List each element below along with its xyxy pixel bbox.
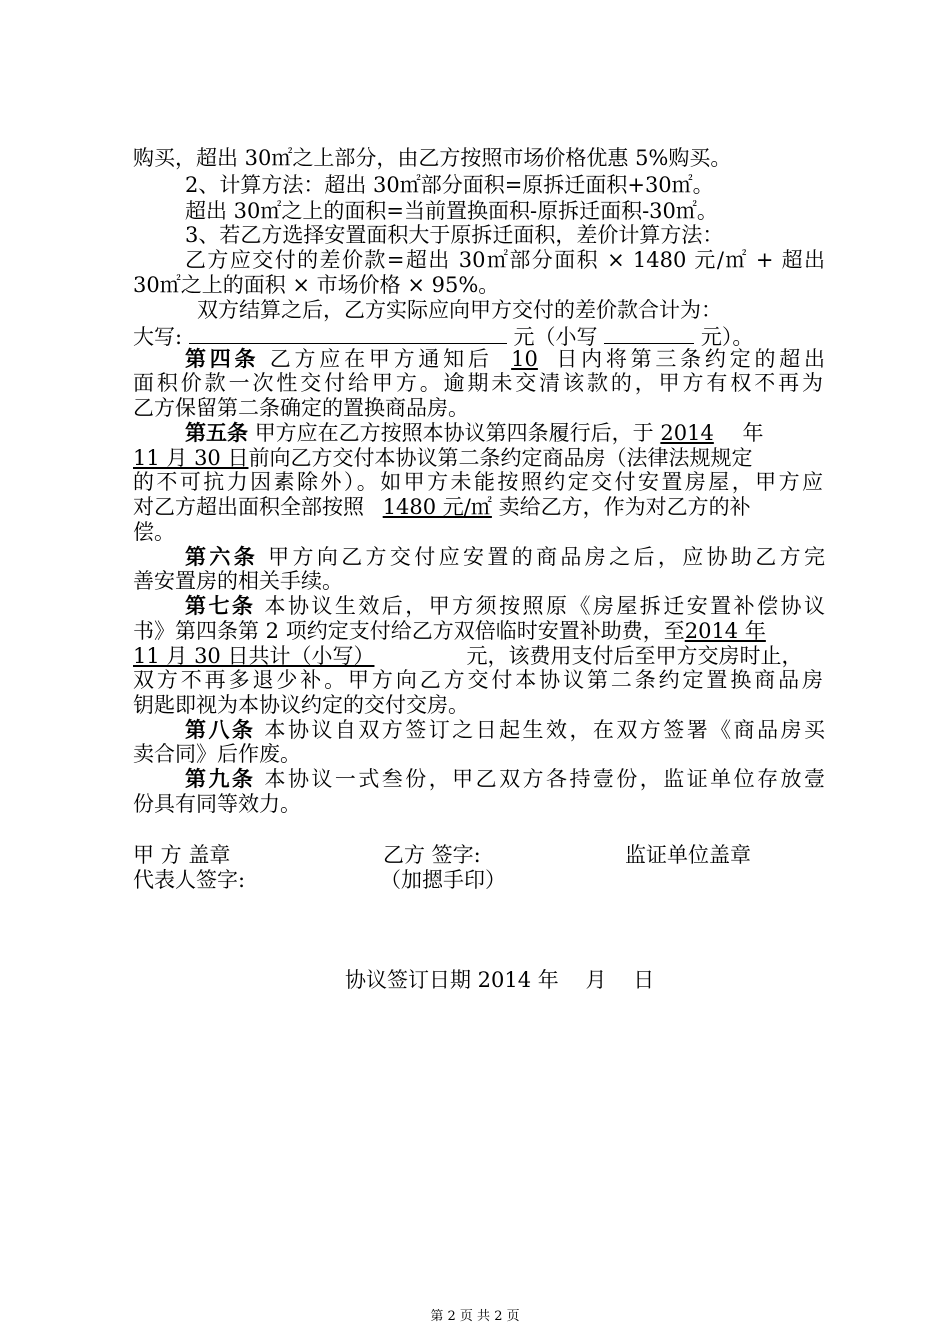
text-line: 乙方保留第二条确定的置换商品房。 (133, 396, 469, 420)
fingerprint-label: （加摁手印） (380, 868, 506, 892)
label-daxie: 大写: (133, 325, 183, 349)
text-span: 本协议生效后，甲方须按照原《房屋拆迁安置补偿协议 (264, 594, 825, 618)
text-line: 面积价款一次性交付给甲方。逾期未交清该款的，甲方有权不再为 (133, 371, 823, 395)
text-span: 元，该费用支付后至甲方交房时止， (466, 644, 803, 668)
article-5-line-4 (133, 495, 823, 521)
price-field: 1480 元/㎡ (382, 495, 492, 519)
supervisor-seal-label: 监证单位盖章 (625, 843, 751, 867)
text-span: 日内将第三条约定的超出 (556, 347, 825, 371)
amount-number-blank[interactable] (604, 323, 694, 344)
text-line: 份具有同等效力。 (133, 792, 301, 816)
text-line: 善安置房的相关手续。 (133, 569, 343, 593)
text-line: 2、计算方法：超出 30㎡部分面积=原拆迁面积+30㎡。 (185, 173, 714, 197)
text-span: 11 月 30 日共计（小写） (133, 644, 375, 668)
text-span: 卖给乙方，作为对乙方的补 (498, 495, 751, 519)
text-span: 本协议一式叁份，甲乙双方各持壹份，监证单位存放壹 (264, 767, 825, 791)
text-span: 对乙方超出面积全部按照 (133, 495, 364, 519)
article-5-title: 第五条 (185, 421, 248, 445)
text-span: 甲方应在乙方按照本协议第四条履行后，于 (254, 421, 654, 445)
text-span: 本协议自双方签订之日起生效，在双方签署《商品房买 (264, 718, 825, 742)
text-span: 甲方向乙方交付应安置的商品房之后，应协助乙方完 (268, 545, 825, 569)
text-line: 卖合同》后作废。 (133, 742, 301, 766)
text-span: 年 (742, 421, 764, 445)
text-line: 双方不再多退少补。甲方向乙方交付本协议第二条约定置换商品房 (133, 668, 823, 692)
article-7-title: 第七条 (185, 594, 256, 618)
text-line: 30㎡之上的面积 × 市场价格 × 95%。 (133, 273, 500, 297)
label-yuan-end: 元）。 (700, 325, 754, 349)
text-line: 购买，超出 30㎡之上部分，由乙方按照市场价格优惠 5%购买。 (133, 146, 732, 170)
article-9-title: 第九条 (185, 767, 256, 791)
text-span: 乙方应在甲方通知后 (269, 347, 493, 371)
article-4-title: 第四条 (185, 347, 260, 371)
text-line: 的不可抗力因素除外）。如甲方未能按照约定交付安置房屋，甲方应 (133, 470, 823, 494)
representative-sign-label: 代表人签字: (133, 868, 246, 892)
party-a-seal-label: 甲 方 盖章 (133, 843, 231, 867)
article-7-line-2 (133, 619, 823, 645)
text-line: 超出 30㎡之上的面积=当前置换面积-原拆迁面积-30㎡。 (185, 199, 718, 223)
article-7-line-3 (133, 644, 823, 670)
article-4-line-1 (185, 347, 825, 373)
article-9-line-1 (185, 767, 825, 793)
article-6-title: 第六条 (185, 545, 259, 569)
article-7-line-1 (185, 594, 825, 620)
days-field: 10 (511, 347, 538, 371)
text-line: 钥匙即视为本协议约定的交付交房。 (133, 693, 469, 717)
sign-date: 协议签订日期 2014 年 月 日 (345, 968, 655, 992)
text-line: 双方结算之后，乙方实际应向甲方交付的差价款合计为： (197, 298, 722, 322)
amount-line (133, 323, 823, 349)
article-6-line-1 (185, 545, 825, 571)
text-span: 前向乙方交付本协议第二条约定商品房（法律法规规定 (248, 446, 753, 470)
text-line: 偿。 (133, 520, 175, 544)
article-8-title: 第八条 (185, 718, 256, 742)
date-field: 11 月 30 日 (133, 446, 249, 470)
article-5-line-1 (185, 421, 825, 447)
article-5-line-2 (133, 446, 823, 472)
label-yuan-xiaoxie: 元（小写 (513, 325, 598, 349)
article-8-line-1 (185, 718, 825, 744)
party-b-sign-label: 乙方 签字: (383, 843, 481, 867)
year-field: 2014 (660, 421, 714, 445)
text-line: 乙方应交付的差价款=超出 30㎡部分面积 × 1480 元/㎡ + 超出 (185, 248, 825, 272)
amount-words-blank[interactable] (189, 323, 507, 344)
text-span: 书》第四条第 2 项约定支付给乙方双倍临时安置补助费，至 (133, 619, 685, 643)
text-line: 3、若乙方选择安置面积大于原拆迁面积，差价计算方法： (185, 223, 724, 247)
year-field-2: 2014 年 (684, 619, 766, 643)
page-footer: 第 2 页 共 2 页 (430, 1309, 520, 1324)
total-field (133, 644, 466, 668)
